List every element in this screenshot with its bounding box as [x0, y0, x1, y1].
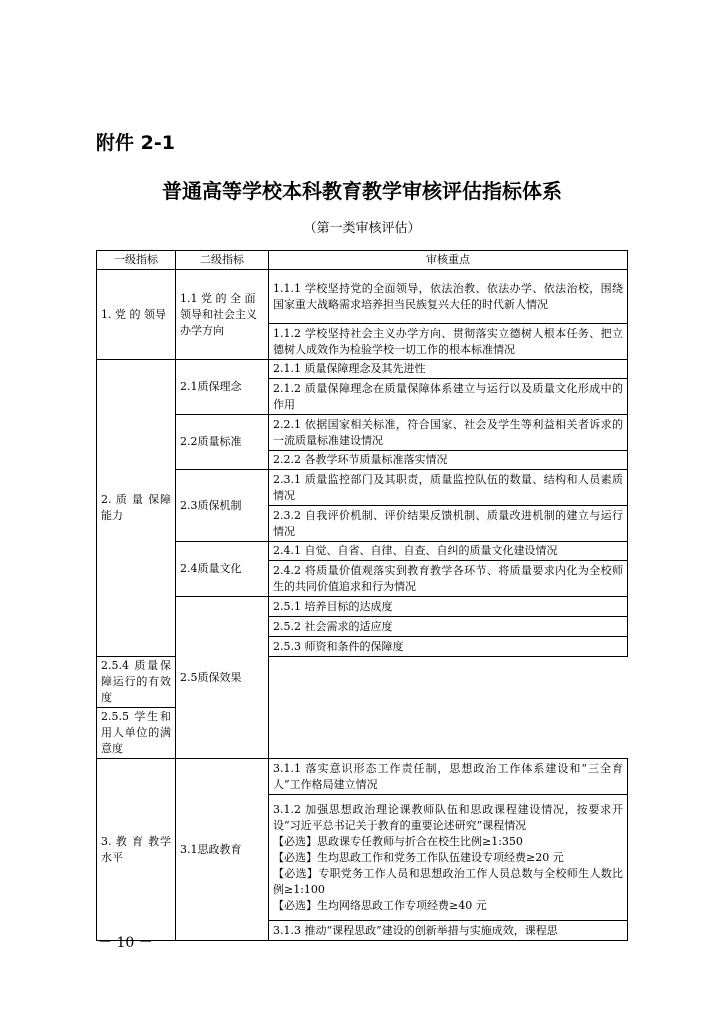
required-item: 【必选】生均网络思政工作专项经费≥40 元 [273, 898, 487, 912]
focus-cell: 2.5.3 师资和条件的保障度 [269, 637, 628, 657]
focus-cell: 2.4.2 将质量价值观落实到教育教学各环节、将质量要求内化为全校师生的共同价值追求和行为情况 [269, 561, 628, 597]
level2-cell: 2.5质保效果 [176, 597, 269, 759]
level1-cell: 2. 质 量 保障能力 [97, 360, 176, 657]
required-item: 【必选】思政课专任教师与折合在校生比例≥1:350 [273, 834, 523, 848]
level2-cell: 2.4质量文化 [176, 542, 269, 597]
table-row [97, 759, 628, 795]
focus-cell: 2.2.2 各教学环节质量标准落实情况 [269, 451, 628, 470]
document-subtitle: （第一类审核评估） [303, 221, 421, 236]
focus-text: 3.1.2 加强思想政治理论课教师队伍和思政课程建设情况，按要求开设“习近平总书记关于教育的重要论述研究”课程情况 [273, 802, 623, 832]
focus-cell: 2.2.1 依据国家相关标准，符合国家、社会及学生等利益相关者诉求的一流质量标准建设情况 [269, 415, 628, 451]
document-title: 普通高等学校本科教育教学审核评估指标体系 [162, 179, 562, 203]
attachment-label: 附件 2-1 [96, 132, 175, 154]
focus-cell: 2.3.1 质量监控部门及其职责，质量监控队伍的数量、结构和人员素质情况 [269, 470, 628, 506]
focus-cell: 2.5.4 质量保障运行的有效度 [97, 657, 176, 708]
focus-cell: 3.1.1 落实意识形态工作责任制，思想政治工作体系建设和“三全育人”工作格局建立情况 [269, 759, 628, 795]
table-row [97, 360, 628, 379]
table-row [97, 270, 628, 324]
focus-cell: 2.1.2 质量保障理念在质量保障体系建立与运行以及质量文化形成中的作用 [269, 379, 628, 415]
focus-cell: 1.1.2 学校坚持社会主义办学方向、贯彻落实立德树人根本任务、把立德树人成效作为检验学校一切工作的根本标准情况 [269, 324, 628, 360]
level1-cell: 3. 教 育 教学水平 [97, 759, 176, 941]
column-header-focus: 审核重点 [269, 251, 628, 270]
level2-cell: 2.2质量标准 [176, 415, 269, 470]
focus-cell: 2.1.1 质量保障理念及其先进性 [269, 360, 628, 379]
focus-cell: 2.5.5 学生和用人单位的满意度 [97, 708, 176, 759]
required-item: 【必选】专职党务工作人员和思想政治工作人员总数与全校师生人数比例≥1:100 [273, 866, 623, 896]
level2-cell: 3.1思政教育 [176, 759, 269, 941]
focus-cell: 2.3.2 自我评价机制、评价结果反馈机制、质量改进机制的建立与运行情况 [269, 506, 628, 542]
page-number: － 10 － [98, 935, 153, 951]
table-row [97, 542, 628, 561]
column-header-level2: 二级指标 [176, 251, 269, 270]
required-item: 【必选】生均思政工作和党务工作队伍建设专项经费≥20 元 [273, 850, 564, 864]
level1-cell: 1. 党 的 领导 [97, 270, 176, 360]
table-row [97, 470, 628, 506]
focus-cell: 2.5.2 社会需求的适应度 [269, 617, 628, 637]
level2-cell: 2.1质保理念 [176, 360, 269, 415]
table-row [97, 597, 628, 617]
level2-cell: 1.1 党 的 全 面领导和社会主义办学方向 [176, 270, 269, 360]
focus-cell [269, 795, 628, 921]
table-header-row [97, 251, 628, 270]
focus-cell: 3.1.3 推动“课程思政”建设的创新举措与实施成效，课程思 [269, 921, 628, 941]
focus-cell: 1.1.1 学校坚持党的全面领导，依法治教、依法办学、依法治校，围绕国家重大战略需求培养担当民族复兴大任的时代新人情况 [269, 270, 628, 324]
focus-cell: 2.4.1 自觉、自省、自律、自查、自纠的质量文化建设情况 [269, 542, 628, 561]
indicator-table [96, 250, 628, 941]
column-header-level1: 一级指标 [97, 251, 176, 270]
level2-cell: 2.3质保机制 [176, 470, 269, 542]
focus-cell: 2.5.1 培养目标的达成度 [269, 597, 628, 617]
table-row [97, 415, 628, 451]
